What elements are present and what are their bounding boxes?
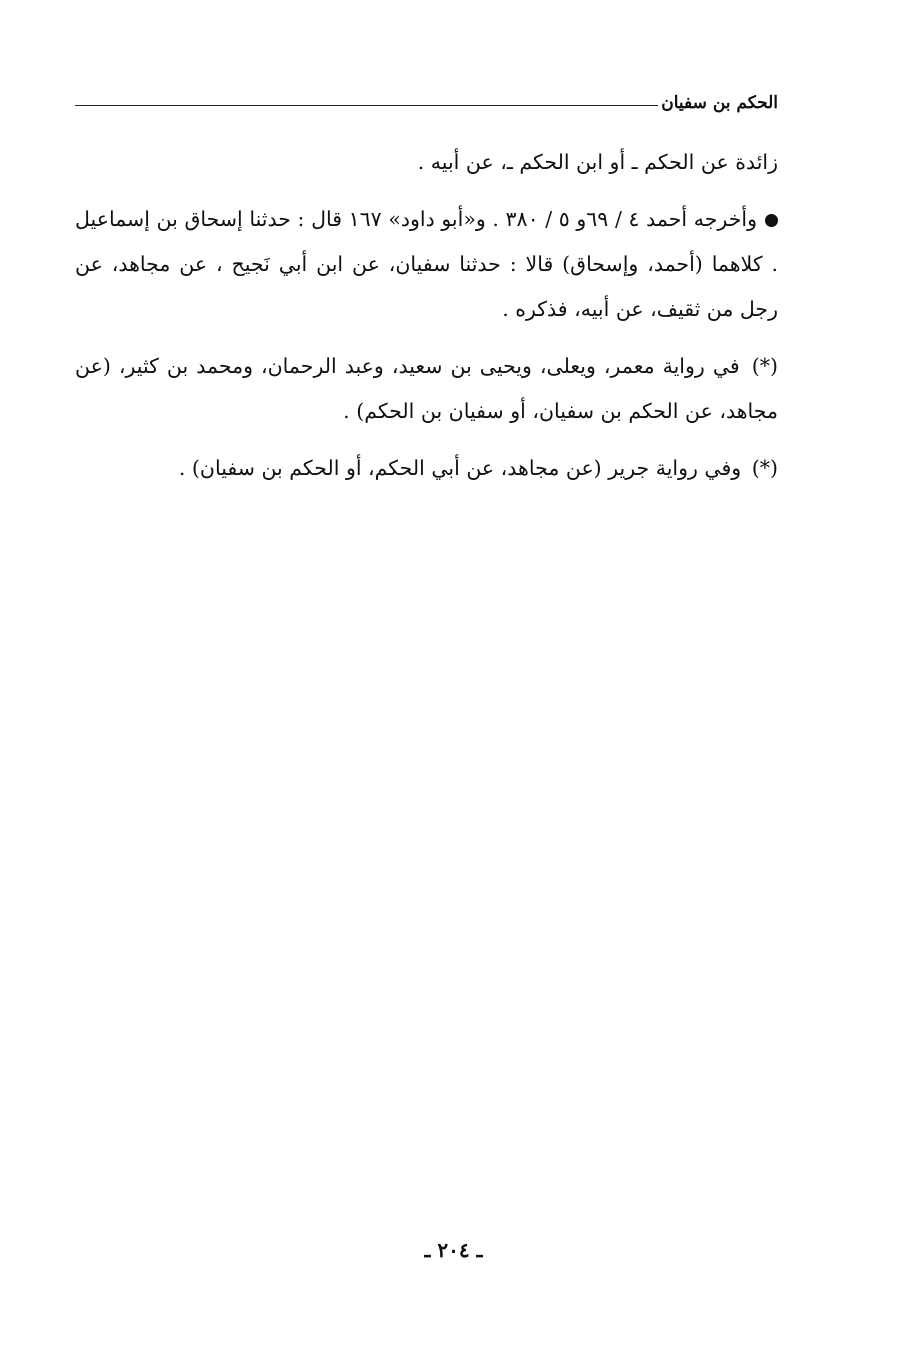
- asterisk-mark: (*): [751, 354, 778, 378]
- paragraph-text: وفي رواية جرير (عن مجاهد، عن أبي الحكم، أو الحكم بن سفيان) .: [178, 456, 742, 480]
- paragraph-note-1: [75, 344, 778, 434]
- paragraph-takhrij: [75, 197, 778, 332]
- bullet-icon: [765, 214, 778, 227]
- asterisk-mark: (*): [751, 456, 778, 480]
- paragraph-continuation: [75, 140, 778, 185]
- paragraph-text: وأخرجه أحمد ٤ / ٦٩و ٥ / ٣٨٠ . و«أبو داود» ١٦٧ قال : حدثنا إسحاق بن إسماعيل . كلاهما (أحمد، وإسحاق) قالا : حدثنا سفيان، عن ابن أبي نَجيح ، عن مجاهد، عن رجل من ثقيف، عن أبيه، فذكره .: [75, 207, 778, 321]
- page-number: ـ ٢٠٤ ـ: [424, 1238, 483, 1262]
- header-rule: [75, 105, 658, 106]
- paragraph-text: في رواية معمر، ويعلى، ويحيى بن سعيد، وعبد الرحمان، ومحمد بن كثير، (عن مجاهد، عن الحكم بن سفيان، أو سفيان بن الحكم) .: [75, 354, 778, 423]
- paragraph-text: زائدة عن الحكم ـ أو ابن الحكم ـ، عن أبيه .: [417, 150, 778, 174]
- paragraph-note-2: [75, 446, 778, 491]
- body-text: [75, 140, 778, 503]
- header-title: الحكم بن سفيان: [661, 93, 778, 113]
- running-header: [75, 88, 778, 118]
